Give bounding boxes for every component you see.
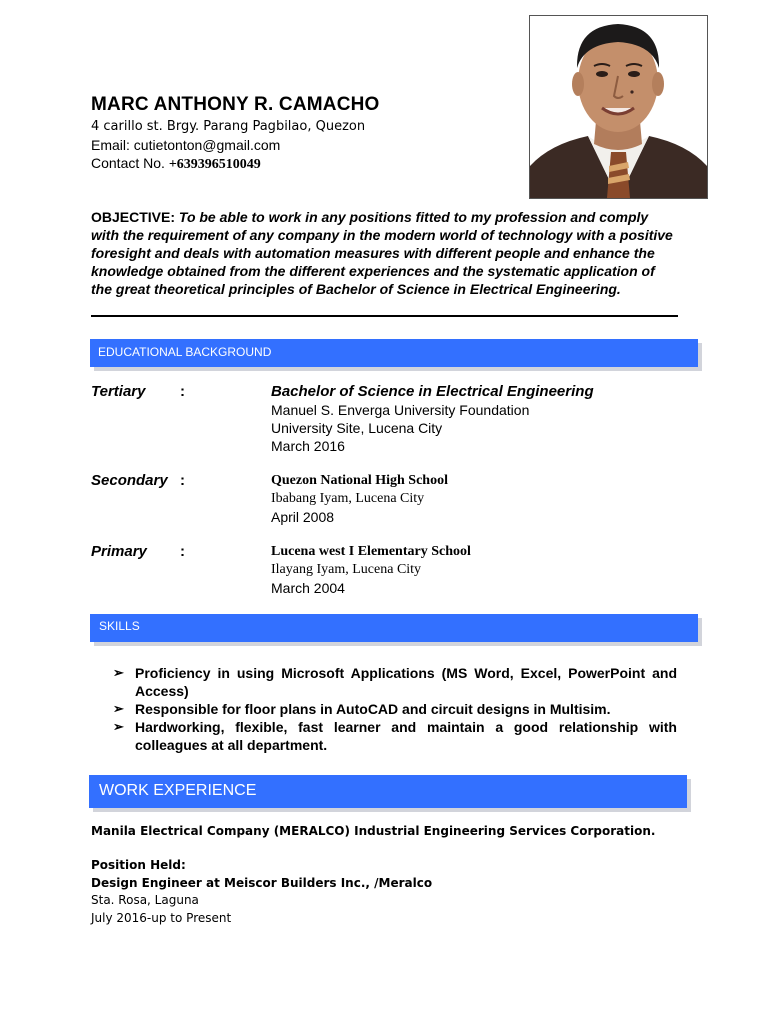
work-heading: WORK EXPERIENCE <box>99 782 257 799</box>
tertiary-location: University Site, Lucena City <box>271 420 443 436</box>
primary-date: March 2004 <box>271 580 345 596</box>
skill-item <box>113 700 677 718</box>
contact-number: +639396510049 <box>168 157 261 172</box>
education-heading: EDUCATIONAL BACKGROUND <box>98 345 272 359</box>
secondary-location: Ibabang Iyam, Lucena City <box>271 491 425 506</box>
skill-text: Hardworking, flexible, fast learner and maintain a good relationship with colleagues at all department. <box>135 719 677 753</box>
education-colon: : <box>180 472 185 489</box>
contact-line <box>91 155 261 173</box>
arrowhead-bullet-icon: ➢ <box>113 701 124 716</box>
tertiary-school: Manuel S. Enverga University Foundation <box>271 402 530 418</box>
primary-location: Ilayang Iyam, Lucena City <box>271 562 422 577</box>
skill-item <box>113 718 677 754</box>
applicant-name: MARC ANTHONY R. CAMACHO <box>91 94 380 115</box>
arrowhead-bullet-icon: ➢ <box>113 719 124 734</box>
education-colon: : <box>180 543 185 560</box>
tertiary-degree: Bachelor of Science in Electrical Engineering <box>271 383 594 400</box>
email-value: cutietonton@gmail.com <box>133 137 281 153</box>
objective-text: To be able to work in any positions fitted to my profession and comply with the requirement of any company in the modern world of technology with a positive foresight and deals with automation measures with different people and enhance the knowledge obtained from the different experiences and the systematic application of the great theoretical principles of Bachelor of Science in Electrical Engineering. <box>91 209 673 297</box>
education-level-tertiary: Tertiary <box>91 383 146 400</box>
work-section-header <box>89 775 687 808</box>
tertiary-date: March 2016 <box>271 438 345 454</box>
secondary-date: April 2008 <box>271 509 335 525</box>
objective-paragraph <box>91 208 677 298</box>
work-company: Manila Electrical Company (MERALCO) Industrial Engineering Services Corporation. <box>91 824 656 838</box>
secondary-school: Quezon National High School <box>271 473 448 488</box>
email-label: Email: <box>91 137 134 153</box>
education-colon: : <box>180 383 185 400</box>
objective-divider <box>91 315 678 317</box>
skill-text: Responsible for floor plans in AutoCAD and circuit designs in Multisim. <box>135 701 611 717</box>
skill-item <box>113 664 677 700</box>
arrowhead-bullet-icon: ➢ <box>113 665 124 680</box>
position-label: Position Held: <box>91 858 186 872</box>
contact-label: Contact No. <box>91 155 169 171</box>
education-section-header <box>90 339 698 367</box>
primary-school: Lucena west I Elementary School <box>271 544 471 559</box>
skill-text: Proficiency in using Microsoft Applications (MS Word, Excel, PowerPoint and Access) <box>135 665 677 699</box>
education-level-primary: Primary <box>91 543 147 560</box>
skills-list <box>113 664 677 754</box>
address: 4 carillo st. Brgy. Parang Pagbilao, Quezon <box>91 119 366 134</box>
profile-photo <box>529 15 708 199</box>
skills-heading: SKILLS <box>99 619 140 633</box>
education-level-secondary: Secondary <box>91 472 168 489</box>
position-title: Design Engineer at Meiscor Builders Inc., /Meralco <box>91 876 433 890</box>
skills-section-header <box>90 614 698 642</box>
work-location: Sta. Rosa, Laguna <box>91 893 199 907</box>
objective-label: OBJECTIVE: <box>91 209 179 225</box>
email-line <box>91 137 280 153</box>
portrait-image <box>530 16 707 198</box>
work-period: July 2016-up to Present <box>91 911 232 925</box>
